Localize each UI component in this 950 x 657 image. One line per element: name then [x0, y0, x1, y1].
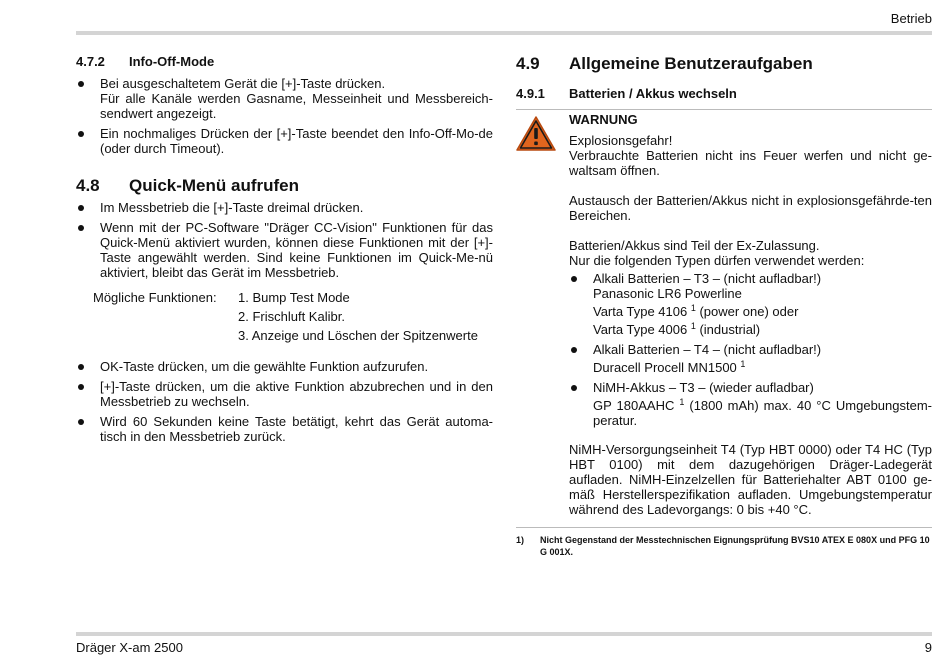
battery-types-list	[569, 271, 932, 428]
function-item: 1. Bump Test Mode	[238, 290, 350, 305]
list-item-text: Varta Type 4006	[593, 322, 688, 337]
heading-title: Allgemeine Benutzeraufgaben	[569, 54, 813, 73]
list-item: Wird 60 Sekunden keine Taste betätigt, kehrt das Gerät automa-tisch in den Messbetrieb zurück.	[76, 414, 493, 444]
list-item-text: Alkali Batterien – T4 – (nicht aufladbar!)	[593, 342, 822, 357]
heading-4-7-2	[76, 54, 493, 69]
paragraph-line: Explosionsgefahr!	[569, 133, 673, 148]
heading-title: Quick-Menü aufrufen	[129, 176, 300, 195]
footnote-marker: 1	[740, 359, 746, 369]
footnote-marker: 1	[690, 303, 696, 313]
heading-4-9	[516, 54, 932, 74]
heading-title: Info-Off-Mode	[129, 54, 215, 69]
paragraph-line: Verbrauchte Batterien nicht ins Feuer werfen und nicht ge-waltsam öffnen.	[569, 148, 932, 178]
info-off-list	[76, 76, 493, 156]
warning-paragraph: Austausch der Batterien/Akkus nicht in explosionsgefährde-ten Bereichen.	[569, 193, 932, 223]
list-item	[569, 380, 932, 428]
list-item-text: (power one) oder	[695, 304, 799, 319]
list-item: OK-Taste drücken, um die gewählte Funktion aufzurufen.	[76, 359, 493, 374]
footnote-text: Nicht Gegenstand der Messtechnischen Eignungsprüfung BVS10 ATEX E 080X und PFG 10 G 001X.	[540, 535, 930, 557]
list-item-text: (industrial)	[695, 322, 761, 337]
warning-title: WARNUNG	[569, 109, 932, 127]
quick-menu-actions-list	[76, 359, 493, 444]
heading-4-8	[76, 176, 493, 196]
functions-block	[93, 290, 493, 347]
list-item-text: Alkali Batterien – T3 – (nicht aufladbar!)	[593, 271, 822, 286]
list-item-text	[593, 395, 932, 428]
warning-paragraph: NiMH-Versorgungseinheit T4 (Typ HBT 0000) oder T4 HC (Typ HBT 0100) mit dem dazugehörigen Dräger-Ladegerät aufladen. NiMH-Einzelzellen für Batteriehalter ABT 0100 ge-mäß Herstellerspezifikation aufladen. Umgebungstemperatur während des Ladevorgangs: 0 bis +40 °C.	[569, 442, 932, 517]
list-item-text: Varta Type 4106	[593, 304, 688, 319]
list-item-text	[593, 319, 932, 337]
function-item: 2. Frischluft Kalibr.	[238, 309, 345, 324]
list-item	[569, 342, 932, 375]
warning-paragraph	[569, 133, 932, 178]
heading-title: Batterien / Akkus wechseln	[569, 86, 737, 101]
list-item-text: Duracell Procell MN1500	[593, 360, 737, 375]
page-number: 9	[924, 640, 932, 655]
list-item	[569, 271, 932, 337]
heading-number: 4.9	[516, 54, 540, 73]
footnote	[516, 527, 932, 558]
list-item: Wenn mit der PC-Software "Dräger CC-Vision" Funktionen für das Quick-Menü aktiviert wurden, können diese Funktionen mit der [+]-Taste angewählt werden. Sind keine Funktionen im Quick-Me-nü aktiviert, bleibt das Gerät im Messbetrieb.	[76, 220, 493, 280]
warning-block	[516, 109, 932, 523]
footnote-number: 1)	[516, 535, 525, 545]
list-item-text: Panasonic LR6 Powerline	[593, 286, 742, 301]
heading-number: 4.9.1	[516, 86, 545, 101]
left-column	[76, 54, 493, 449]
quick-menu-list	[76, 200, 493, 280]
list-item	[76, 126, 493, 156]
functions-label: Mögliche Funktionen:	[93, 290, 217, 305]
heading-number: 4.7.2	[76, 54, 105, 69]
function-item: 3. Anzeige und Löschen der Spitzenwerte	[238, 328, 478, 343]
list-item-text: Für alle Kanäle werden Gasname, Messeinheit und Messbereich-sendwert angezeigt.	[100, 91, 493, 121]
list-item-text	[593, 301, 932, 319]
footnote-marker: 1	[679, 397, 685, 407]
warning-body	[569, 109, 932, 523]
footer-rule	[76, 632, 932, 636]
list-item-text: GP 180AAHC	[593, 398, 675, 413]
paragraph-line: Batterien/Akkus sind Teil der Ex-Zulassung.	[569, 238, 820, 253]
footer-product: Dräger X-am 2500	[76, 640, 183, 655]
header-rule	[76, 31, 932, 35]
warning-paragraph	[569, 238, 932, 268]
right-column	[516, 54, 932, 558]
warning-triangle-icon	[516, 109, 569, 162]
paragraph-line: Nur die folgenden Typen dürfen verwendet werden:	[569, 253, 865, 268]
list-item-text: (1800 mAh) max. 40 °C Umgebungstem-peratur.	[593, 398, 932, 428]
list-item-text: Bei ausgeschaltetem Gerät die [+]-Taste drücken.	[100, 76, 386, 91]
functions-list	[238, 290, 478, 347]
heading-number: 4.8	[76, 176, 100, 195]
list-item: [+]-Taste drücken, um die aktive Funktion abzubrechen und in den Messbetrieb zu wechseln.	[76, 379, 493, 409]
list-item-text: NiMH-Akkus – T3 – (wieder aufladbar)	[593, 380, 814, 395]
list-item-text: Ein nochmaliges Drücken der [+]-Taste beendet den Info-Off-Mo-de (oder durch Timeout).	[100, 126, 493, 156]
list-item: Im Messbetrieb die [+]-Taste dreimal drücken.	[76, 200, 493, 215]
list-item-text	[593, 357, 932, 375]
footnote-marker: 1	[690, 321, 696, 331]
heading-4-9-1	[516, 86, 932, 101]
header-section-label: Betrieb	[890, 11, 932, 26]
list-item	[76, 76, 493, 121]
